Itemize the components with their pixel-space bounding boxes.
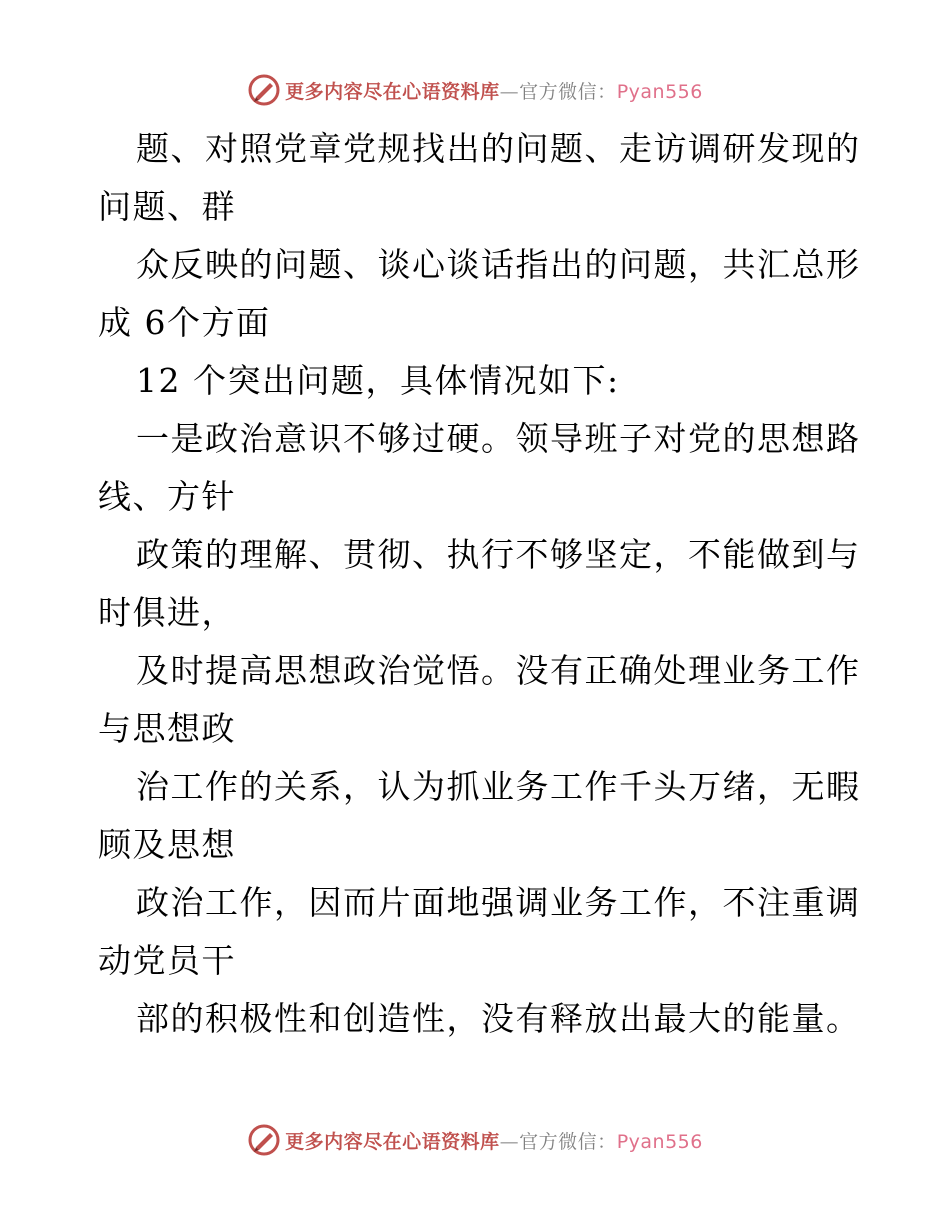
text-line-12: 治工作的关系，认为抓业务工作千头万绪，无暇 bbox=[136, 767, 861, 806]
text-line-4: 成 6个方面 bbox=[98, 303, 271, 342]
text-line-13: 顾及思想 bbox=[98, 825, 236, 864]
text-line-10: 及时提高思想政治觉悟。没有正确处理业务工作 bbox=[136, 651, 861, 690]
document-body bbox=[98, 120, 861, 1048]
banner-dash: — bbox=[499, 1130, 520, 1153]
banner-account: Pyan556 bbox=[616, 80, 703, 103]
text-line-14: 政治工作，因而片面地强调业务工作，不注重调 bbox=[136, 883, 861, 922]
pen-logo-icon bbox=[247, 1123, 281, 1157]
banner-dash: — bbox=[499, 80, 520, 103]
banner-main-text: 更多内容尽在心语资料库 bbox=[285, 1130, 500, 1153]
text-line-11: 与思想政 bbox=[98, 709, 236, 748]
banner-label: 官方微信： bbox=[519, 1130, 617, 1153]
banner-account: Pyan556 bbox=[616, 1130, 703, 1153]
text-line-6: 一是政治意识不够过硬。领导班子对党的思想路 bbox=[136, 419, 861, 458]
banner-text bbox=[285, 77, 703, 104]
banner-main-text: 更多内容尽在心语资料库 bbox=[285, 80, 500, 103]
text-line-7: 线、方针 bbox=[98, 477, 236, 516]
text-line-2: 问题、群 bbox=[98, 187, 236, 226]
text-line-9: 时俱进， bbox=[98, 593, 236, 632]
text-line-5: 12 个突出问题，具体情况如下: bbox=[136, 361, 620, 400]
pen-logo-icon bbox=[247, 73, 281, 107]
text-line-3: 众反映的问题、谈心谈话指出的问题，共汇总形 bbox=[136, 245, 861, 284]
text-line-15: 动党员干 bbox=[98, 941, 236, 980]
text-line-1: 题、对照党章党规找出的问题、走访调研发现的 bbox=[136, 129, 861, 168]
footer-watermark-banner bbox=[0, 1120, 950, 1160]
banner-label: 官方微信： bbox=[519, 80, 617, 103]
text-line-16: 部的积极性和创造性，没有释放出最大的能量。 bbox=[136, 999, 861, 1038]
header-watermark-banner bbox=[0, 70, 950, 110]
banner-text bbox=[285, 1127, 703, 1154]
text-line-8: 政策的理解、贯彻、执行不够坚定，不能做到与 bbox=[136, 535, 861, 574]
